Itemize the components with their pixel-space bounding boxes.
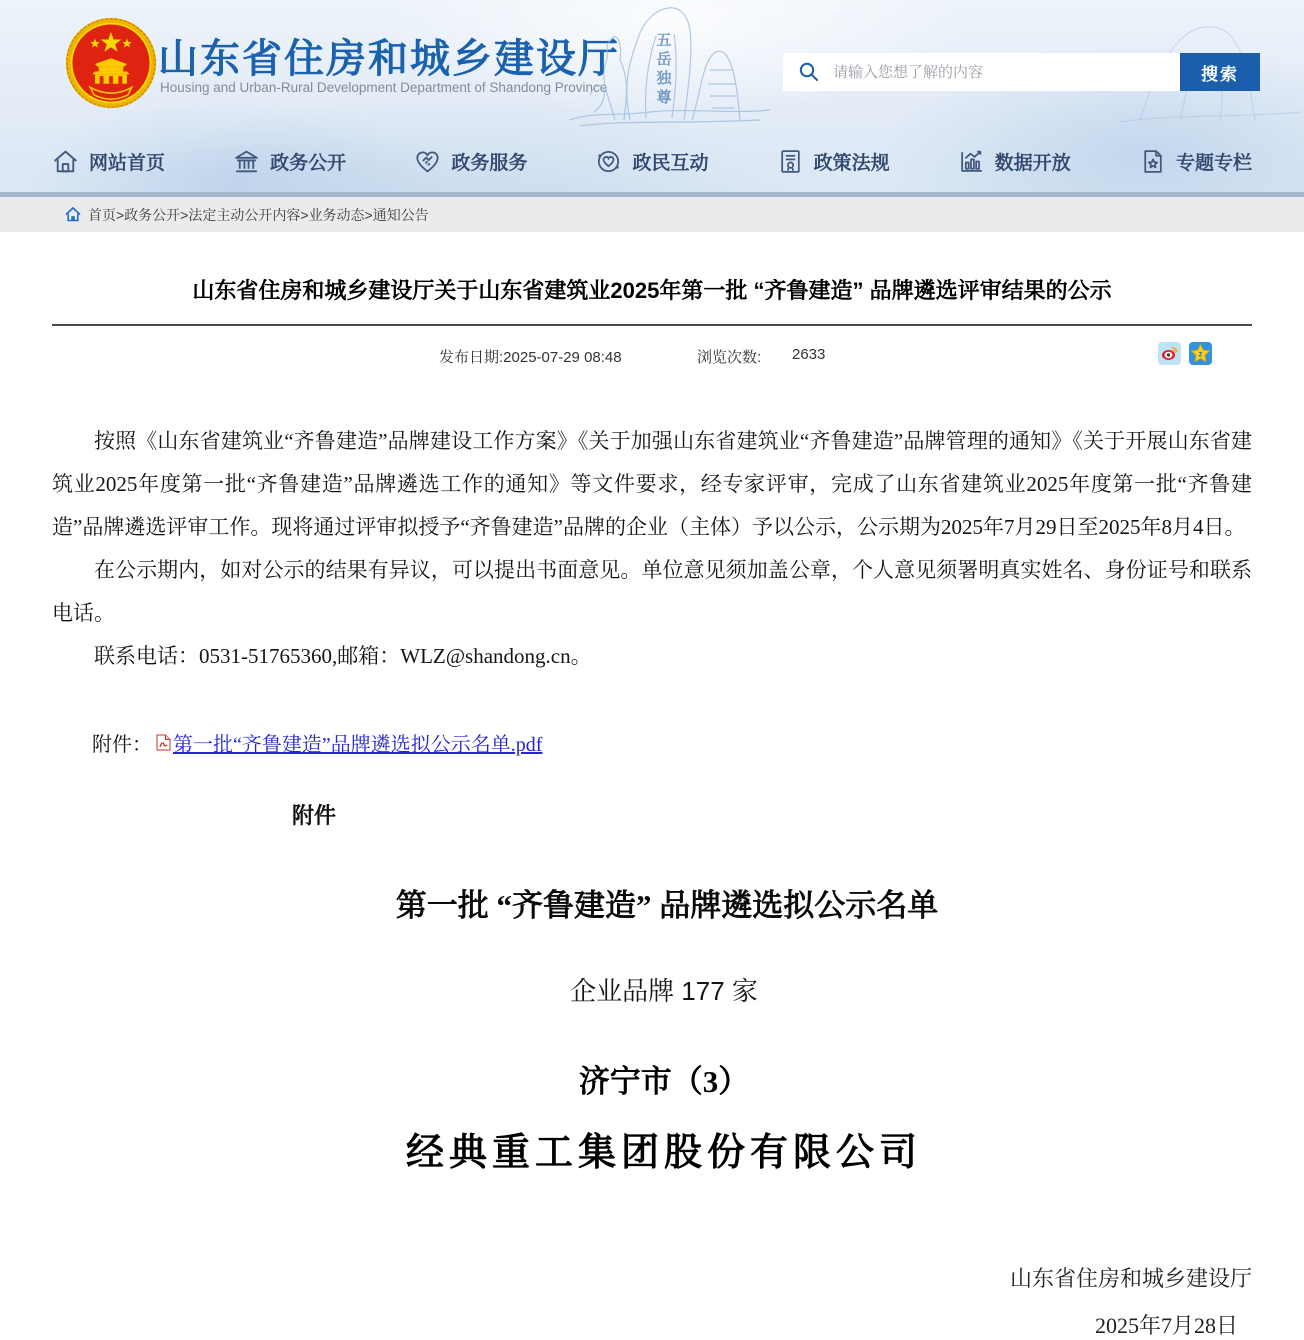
nav-label: 政务服务 bbox=[451, 153, 528, 174]
paragraph-3-contact: 联系电话：0531-51765360,邮箱：WLZ@shandong.cn。 bbox=[94, 644, 592, 668]
site-header bbox=[0, 0, 1304, 192]
signature-date: 2025年7月28日 bbox=[1094, 1313, 1238, 1338]
home-icon bbox=[52, 148, 79, 175]
nav-label: 政务公开 bbox=[270, 153, 347, 174]
nav-item-home[interactable] bbox=[52, 148, 165, 175]
views-label: 浏览次数: bbox=[697, 349, 762, 366]
nav-label: 专题专栏 bbox=[1175, 153, 1252, 174]
preview-attachment-label: 附件 bbox=[292, 803, 337, 828]
nav-label: 网站首页 bbox=[89, 153, 166, 174]
article-body bbox=[52, 420, 1252, 678]
attachment-label: 附件： bbox=[92, 734, 152, 756]
search-button[interactable]: 搜索 bbox=[1180, 53, 1260, 91]
data-chart-icon bbox=[958, 148, 985, 175]
policy-document-icon bbox=[777, 148, 804, 175]
search-input-wrap bbox=[783, 53, 1180, 91]
interaction-heart-icon bbox=[595, 148, 622, 175]
paragraph-1: 按照《山东省建筑业“齐鲁建造”品牌建设工作方案》《关于加强山东省建筑业“齐鲁建造”品牌管理的通知》《关于开展山东省建筑业2025年度第一批“齐鲁建造”品牌遴选工作的通知》等文件要求，经专家评审，完成了山东省建筑业2025年度第一批“齐鲁建造”品牌遴选评审工作。现将通过评审拟授予“齐鲁建造”品牌的企业（主体）予以公示，公示期为2025年7月29日至2025年8月4日。 bbox=[52, 429, 1252, 539]
banner bbox=[0, 0, 1304, 131]
pdf-file-icon bbox=[156, 734, 171, 751]
article-signature bbox=[52, 1262, 1252, 1340]
title-divider bbox=[52, 324, 1252, 326]
nav-item-policies[interactable] bbox=[777, 148, 890, 175]
nav-item-gov-disclosure[interactable] bbox=[233, 148, 346, 175]
preview-city-heading: 济宁市（3） bbox=[578, 1064, 750, 1099]
page-title: 山东省住房和城乡建设厅关于山东省建筑业2025年第一批 “齐鲁建造” 品牌遴选评审结果的公示 bbox=[192, 278, 1112, 303]
breadcrumb[interactable]: 首页>政务公开>法定主动公开内容>业务动态>通知公告 bbox=[88, 206, 429, 223]
share-icons bbox=[1158, 342, 1212, 365]
publish-date: 发布日期:2025-07-29 08:48 bbox=[439, 349, 622, 366]
government-building-icon bbox=[233, 148, 260, 175]
nav-item-open-data[interactable] bbox=[958, 148, 1071, 175]
site-title: 山东省住房和城乡建设厅 bbox=[158, 37, 620, 81]
svg-text:z: z bbox=[1198, 349, 1203, 359]
search-input[interactable] bbox=[821, 64, 1180, 81]
preview-company-name: 经典重工集团股份有限公司 bbox=[405, 1132, 922, 1174]
article-content bbox=[52, 274, 1252, 1340]
breadcrumb-home-icon bbox=[65, 207, 81, 222]
attachment-row bbox=[52, 728, 1252, 757]
mountain-seal-text: 五岳独尊 bbox=[656, 33, 672, 106]
national-emblem-logo bbox=[64, 16, 158, 110]
search-icon bbox=[797, 60, 821, 84]
attachment-pdf-link[interactable]: 第一批“齐鲁建造”品牌遴选拟公示名单.pdf bbox=[173, 734, 543, 756]
preview-doc-subtitle: 企业品牌 177 家 bbox=[570, 976, 758, 1006]
views-count: 2633 bbox=[792, 346, 826, 363]
star-document-icon bbox=[1139, 148, 1166, 175]
signature-org: 山东省住房和城乡建设厅 bbox=[1009, 1266, 1252, 1291]
document-preview bbox=[52, 799, 1252, 1176]
nav-label: 政策法规 bbox=[813, 153, 890, 174]
handshake-heart-icon bbox=[414, 148, 441, 175]
breadcrumb-bar bbox=[0, 197, 1304, 232]
paragraph-2: 在公示期内，如对公示的结果有异议，可以提出书面意见。单位意见须加盖公章，个人意见须署明真实姓名、身份证号和联系电话。 bbox=[52, 558, 1252, 625]
nav-item-gov-services[interactable] bbox=[414, 148, 527, 175]
qzone-share-icon[interactable] bbox=[1189, 342, 1212, 365]
main-navigation bbox=[0, 131, 1304, 192]
nav-item-public-interaction[interactable] bbox=[595, 148, 708, 175]
nav-label: 政民互动 bbox=[632, 153, 709, 174]
nav-label: 数据开放 bbox=[994, 153, 1071, 174]
nav-item-special-topics[interactable] bbox=[1139, 148, 1252, 175]
search-bar bbox=[783, 53, 1260, 91]
site-subtitle-english: Housing and Urban-Rural Development Department of Shandong Province bbox=[160, 80, 608, 95]
preview-doc-title: 第一批 “齐鲁建造” 品牌遴选拟公示名单 bbox=[395, 888, 939, 923]
article-meta bbox=[52, 340, 1252, 374]
weibo-share-icon[interactable] bbox=[1158, 342, 1181, 365]
